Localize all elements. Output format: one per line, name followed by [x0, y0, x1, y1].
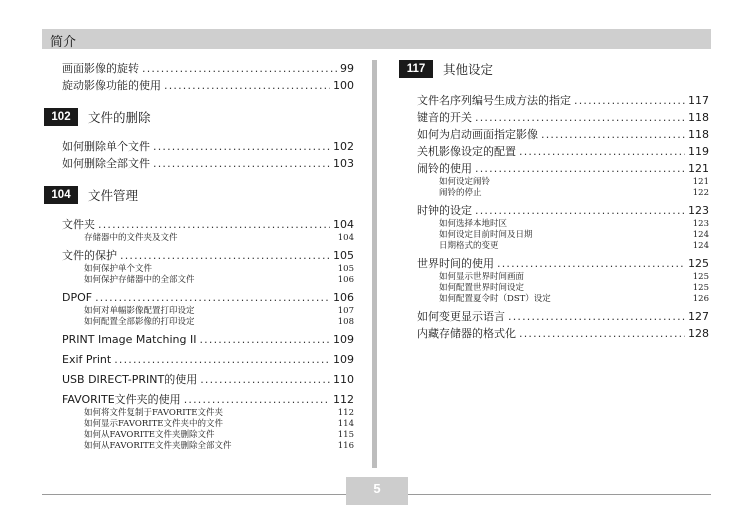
toc-left-column [51, 60, 354, 452]
toc-entry-page: 118 [688, 111, 709, 124]
toc-entry-label: 文件的保护 [62, 249, 117, 262]
toc-entry-label: 旋动影像功能的使用 [62, 79, 161, 92]
toc-entry[interactable] [62, 371, 354, 388]
toc-subentry-label: 如何设定目前时间及日期 [439, 230, 533, 240]
toc-entry[interactable] [417, 92, 709, 109]
toc-subentry[interactable] [62, 264, 354, 275]
toc-leader-dots [114, 351, 330, 368]
toc-entry-label: FAVORITE文件夹的使用 [62, 393, 181, 406]
toc-entry-page: 106 [333, 291, 354, 304]
toc-leader-dots [519, 325, 685, 342]
section-badge: 104 [44, 186, 78, 204]
toc-leader-dots [200, 371, 330, 388]
toc-entry-label: 文件名序列编号生成方法的指定 [417, 94, 571, 107]
toc-subentry-label: 如何显示FAVORITE文件夹中的文件 [84, 419, 223, 429]
toc-subentry-label: 如何将文件复制于FAVORITE文件夹 [84, 408, 223, 418]
toc-entry-label: 闹铃的使用 [417, 162, 472, 175]
toc-subentry[interactable] [62, 408, 354, 419]
section-heading-117 [399, 60, 709, 78]
toc-subentry[interactable] [417, 294, 709, 305]
toc-entry-label: Exif Print [62, 353, 112, 366]
toc-subentry-label: 存储器中的文件夹及文件 [84, 233, 178, 243]
toc-entry-page: 109 [333, 333, 354, 346]
toc-subentry-page: 121 [692, 177, 709, 187]
toc-entry[interactable] [62, 77, 354, 94]
toc-subentry-label: 如何选择本地时区 [439, 219, 508, 229]
toc-entry[interactable] [62, 138, 354, 155]
toc-subentry-page: 124 [692, 230, 709, 240]
toc-subentry-page: 112 [337, 408, 354, 418]
toc-leader-dots [142, 60, 337, 77]
section-badge: 102 [44, 108, 78, 126]
toc-subentry-label: 如何配置世界时间设定 [439, 283, 525, 293]
toc-leader-dots [508, 308, 685, 325]
toc-entry-page: 110 [333, 373, 354, 386]
toc-subentry[interactable] [417, 241, 709, 252]
toc-subentry[interactable] [62, 275, 354, 286]
toc-subentry-label: 如何从FAVORITE文件夹删除全部文件 [84, 441, 232, 451]
section-heading-102 [44, 108, 354, 126]
toc-subentry-label: 日期格式的变更 [439, 241, 499, 251]
header-title: 简介 [50, 35, 77, 50]
toc-entry-label: 世界时间的使用 [417, 257, 494, 270]
toc-subentry[interactable] [62, 441, 354, 452]
toc-subentry[interactable] [62, 306, 354, 317]
toc-subentry[interactable] [62, 317, 354, 328]
toc-entry-page: 104 [333, 218, 354, 231]
toc-leader-dots [120, 247, 330, 264]
toc-subentry-page: 123 [692, 219, 709, 229]
section-title: 文件的删除 [88, 110, 151, 125]
toc-entry-page: 127 [688, 310, 709, 323]
toc-leader-dots [164, 77, 330, 94]
toc-entry-label: PRINT Image Matching II [62, 333, 197, 346]
toc-leader-dots [98, 216, 330, 233]
toc-leader-dots [519, 143, 685, 160]
toc-entry-page: 105 [333, 249, 354, 262]
toc-leader-dots [184, 391, 330, 408]
header-band [42, 29, 711, 49]
toc-entry-page: 112 [333, 393, 354, 406]
toc-subentry[interactable] [62, 233, 354, 244]
toc-leader-dots [541, 126, 685, 143]
toc-entry-label: 画面影像的旋转 [62, 62, 139, 75]
section-title: 文件管理 [88, 188, 139, 203]
toc-entry-label: 文件夹 [62, 218, 95, 231]
toc-entry-page: 103 [333, 157, 354, 170]
toc-entry-page: 109 [333, 353, 354, 366]
toc-entry-page: 102 [333, 140, 354, 153]
toc-subentry-label: 如何设定闹铃 [439, 177, 491, 187]
toc-subentry-page: 108 [337, 317, 354, 327]
toc-subentry-label: 如何显示世界时间画面 [439, 272, 525, 282]
toc-entry[interactable] [417, 255, 709, 272]
toc-entry-label: USB DIRECT-PRINT的使用 [62, 373, 198, 386]
toc-entry-label: 如何为启动画面指定影像 [417, 128, 538, 141]
toc-entry-label: 时钟的设定 [417, 204, 472, 217]
toc-subentry-page: 114 [337, 419, 354, 429]
toc-leader-dots [497, 255, 685, 272]
toc-subentry-label: 如何从FAVORITE文件夹删除文件 [84, 430, 215, 440]
toc-entry[interactable] [62, 351, 354, 368]
toc-leader-dots [574, 92, 685, 109]
toc-subentry-label: 如何配置全部影像的打印设定 [84, 317, 195, 327]
toc-right-column [406, 60, 709, 342]
toc-leader-dots [95, 289, 330, 306]
toc-entry-label: 如何变更显示语言 [417, 310, 505, 323]
toc-leader-dots [153, 155, 330, 172]
toc-subentry-page: 105 [337, 264, 354, 274]
toc-leader-dots [153, 138, 330, 155]
toc-entry-page: 117 [688, 94, 709, 107]
toc-subentry-page: 126 [692, 294, 709, 304]
toc-leader-dots [475, 202, 685, 219]
toc-subentry[interactable] [417, 177, 709, 188]
toc-leader-dots [475, 109, 685, 126]
toc-subentry-page: 104 [337, 233, 354, 243]
toc-entry-label: 如何删除全部文件 [62, 157, 150, 170]
page-number: 5 [373, 481, 381, 496]
toc-leader-dots [199, 331, 330, 348]
toc-subentry-page: 124 [692, 241, 709, 251]
toc-subentry-page: 125 [692, 283, 709, 293]
toc-subentry-label: 如何对单幅影像配置打印设定 [84, 306, 195, 316]
toc-subentry-page: 115 [337, 430, 354, 440]
toc-subentry-page: 122 [692, 188, 709, 198]
toc-entry-label: DPOF [62, 291, 93, 304]
section-title: 其他设定 [443, 62, 494, 77]
toc-entry-page: 125 [688, 257, 709, 270]
toc-subentry-label: 如何保护存储器中的全部文件 [84, 275, 195, 285]
toc-entry-page: 123 [688, 204, 709, 217]
toc-entry[interactable] [417, 143, 709, 160]
toc-entry[interactable] [62, 289, 354, 306]
section-heading-104 [44, 186, 354, 204]
column-divider [372, 60, 377, 468]
toc-entry-label: 键音的开关 [417, 111, 472, 124]
toc-entry-label: 关机影像设定的配置 [417, 145, 516, 158]
toc-entry[interactable] [417, 126, 709, 143]
toc-entry[interactable] [62, 331, 354, 348]
toc-entry-page: 121 [688, 162, 709, 175]
toc-subentry-page: 107 [337, 306, 354, 316]
toc-entry[interactable] [417, 160, 709, 177]
toc-subentry[interactable] [417, 283, 709, 294]
toc-entry-page: 119 [688, 145, 709, 158]
toc-subentry-page: 125 [692, 272, 709, 282]
page-number-tab [346, 477, 408, 505]
toc-entry[interactable] [62, 391, 354, 408]
toc-entry-label: 如何删除单个文件 [62, 140, 150, 153]
toc-entry[interactable] [417, 109, 709, 126]
toc-entry[interactable] [62, 216, 354, 233]
toc-subentry-label: 如何配置夏令时（DST）设定 [439, 294, 551, 304]
toc-entry[interactable] [417, 325, 709, 342]
toc-entry[interactable] [417, 202, 709, 219]
toc-subentry[interactable] [417, 219, 709, 230]
toc-entry-page: 118 [688, 128, 709, 141]
toc-subentry-label: 闹铃的停止 [439, 188, 482, 198]
toc-entry-label: 内藏存储器的格式化 [417, 327, 516, 340]
toc-subentry-page: 116 [337, 441, 354, 451]
toc-entry-page: 100 [333, 79, 354, 92]
toc-subentry[interactable] [62, 419, 354, 430]
toc-entry[interactable] [62, 60, 354, 77]
toc-subentry-label: 如何保护单个文件 [84, 264, 153, 274]
toc-subentry-page: 106 [337, 275, 354, 285]
toc-subentry[interactable] [417, 230, 709, 241]
toc-subentry[interactable] [62, 430, 354, 441]
toc-entry-page: 128 [688, 327, 709, 340]
toc-subentry[interactable] [417, 188, 709, 199]
toc-entry[interactable] [62, 155, 354, 172]
section-badge: 117 [399, 60, 433, 78]
toc-subentry[interactable] [417, 272, 709, 283]
toc-leader-dots [475, 160, 685, 177]
toc-entry-page: 99 [340, 62, 354, 75]
toc-entry[interactable] [417, 308, 709, 325]
toc-entry[interactable] [62, 247, 354, 264]
